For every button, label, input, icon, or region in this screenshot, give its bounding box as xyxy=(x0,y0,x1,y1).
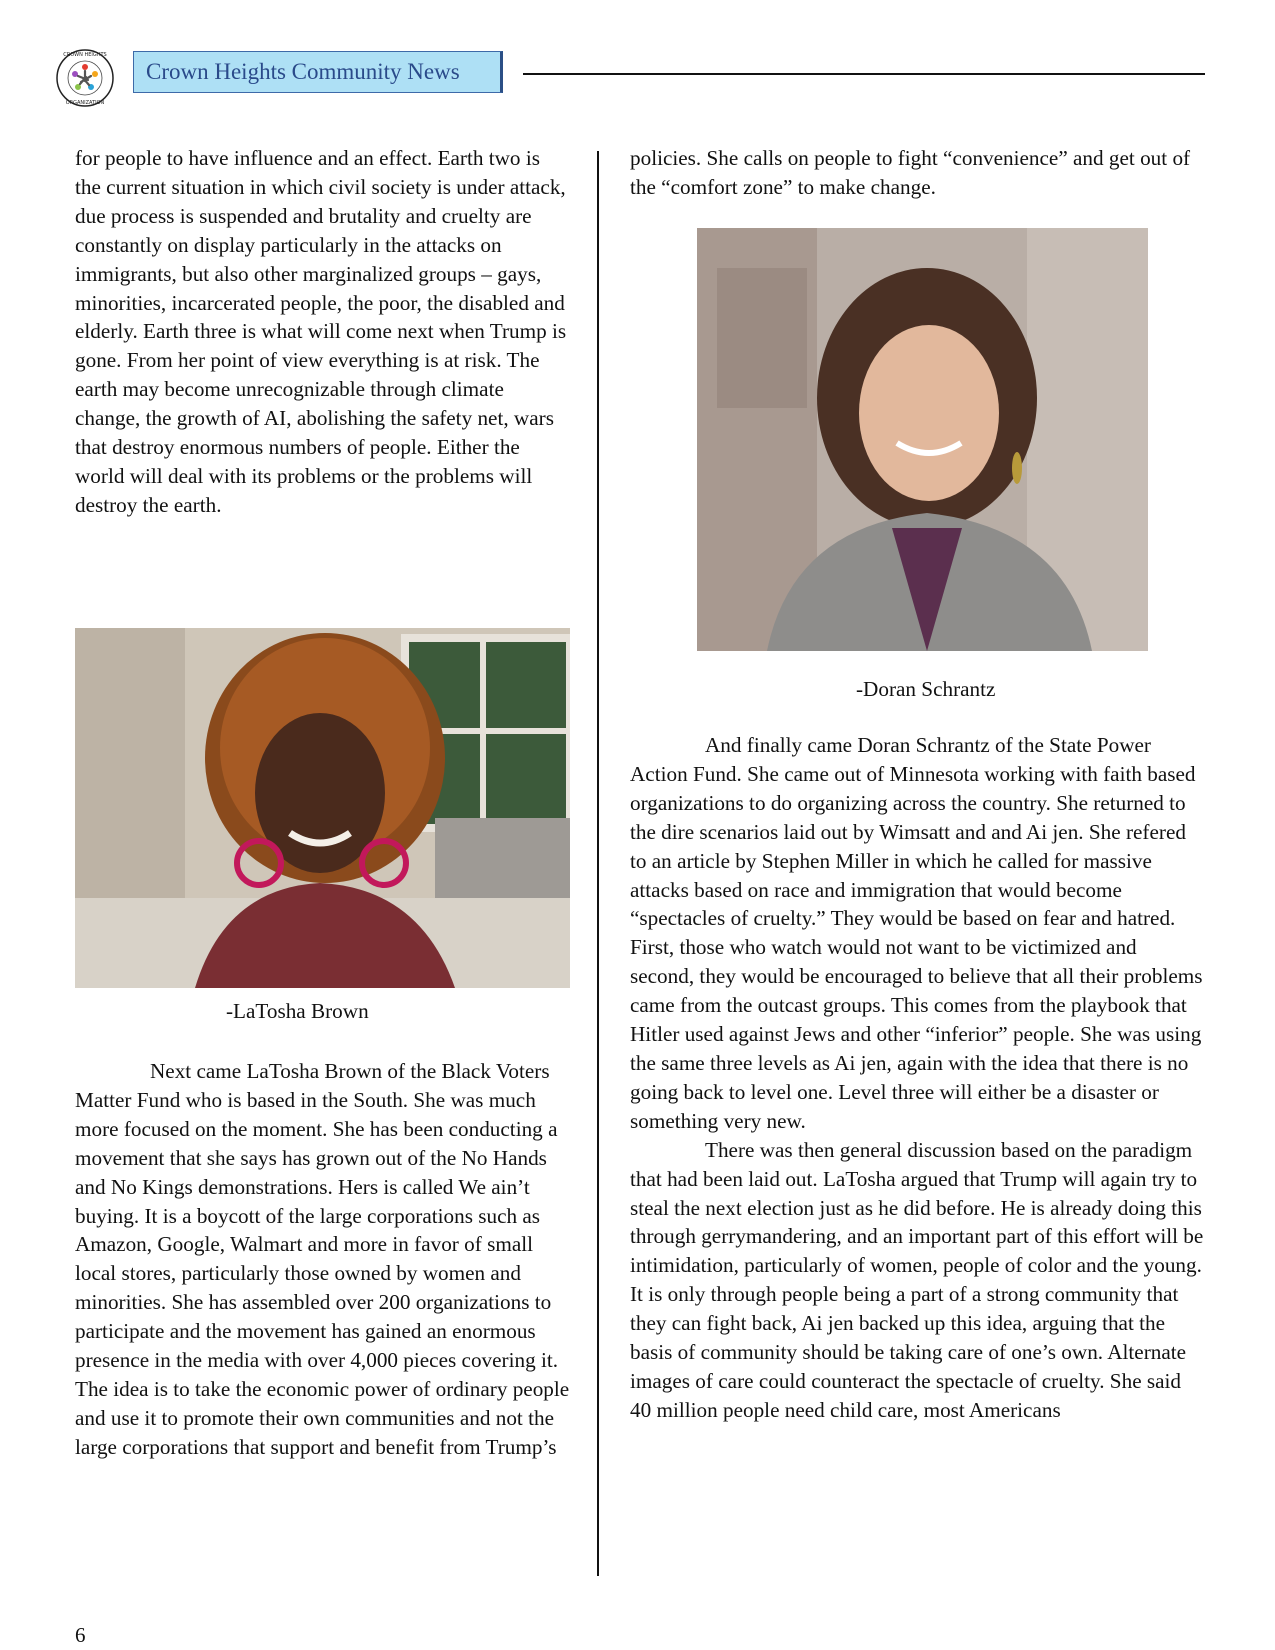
doran-schrantz-photo xyxy=(697,228,1148,651)
column-divider xyxy=(597,151,599,1576)
right-paragraph-2: And finally came Doran Schrantz of the State Power Action Fund. She came out of Minnesota working with faith based organizations to do organizing across the country. She returned to the dire scenarios laid out by Wimsatt and and Ai jen. She refered to an article by Stephen Miller in which he called for massive attacks based on race and immigration that would become “spectacles of cruelty.” They would be based on fear and hatred. First, those who watch would not want to be victimized and second, they would be encouraged to believe that all their problems came from the outcast groups. This comes from the playbook that Hitler used against Jews and other “inferior” people. She was using the same three levels as Ai jen, again with the idea that there is no going back to level one. Level three will either be a disaster or something very new. xyxy=(630,733,1203,1133)
right-column-lower xyxy=(630,731,1205,1425)
page-number: 6 xyxy=(75,1623,86,1647)
doran-schrantz-caption: -Doran Schrantz xyxy=(856,677,996,701)
right-paragraph-1: policies. She calls on people to fight “convenience” and get out of the “comfort zone” to make change. xyxy=(630,146,1191,199)
left-paragraph-2: Next came LaTosha Brown of the Black Voters Matter Fund who is based in the South. She was much more focused on the moment. She has been conducting a movement that she says has grown out of the No Hands and No Kings demonstrations. Hers is called We ain’t buying. It is a boycott of the large corporations such as Amazon, Google, Walmart and more in favor of small local stores, particularly those owned by women and minorities. She has assembled over 200 organizations to participate and the movement has gained an enormous presence in the media with over 4,000 pieces covering it. The idea is to take the economic power of ordinary people and use it to promote their own communities and not the large corporations that support and benefit from Trump’s xyxy=(75,1059,570,1459)
right-column xyxy=(630,144,1205,202)
svg-text:CROWN HEIGHTS: CROWN HEIGHTS xyxy=(63,52,107,58)
left-paragraph-1: for people to have influence and an effect. Earth two is the current situation in which civil society is under attack, due process is suspended and brutality and cruelty are constantly on display particularly in the attacks on immigrants, but also other marginalized groups – gays, minorities, incarcerated people, the poor, the disabled and elderly. Earth three is what will come next when Trump is gone. From her point of view everything is at risk. The earth may become unrecognizable through climate change, the growth of AI, abolishing the safety net, wars that destroy enormous numbers of people. Either the world will deal with its problems or the problems will destroy the earth. xyxy=(75,146,567,517)
header-rule xyxy=(523,73,1205,75)
community-organization-logo-icon xyxy=(55,48,115,108)
left-column xyxy=(75,144,570,520)
left-column-lower xyxy=(75,1057,570,1462)
masthead-box xyxy=(133,51,503,93)
svg-text:ORGANIZATION: ORGANIZATION xyxy=(65,100,105,106)
latosha-brown-photo xyxy=(75,628,570,988)
page-header xyxy=(55,45,1205,105)
latosha-brown-caption: -LaTosha Brown xyxy=(226,999,369,1023)
right-paragraph-3: There was then general discussion based on the paradigm that had been laid out. LaTosha argued that Trump will again try to steal the next election just as he did before. He is already doing this through gerrymandering, and an important part of this effort will be intimidation, particularly of women, people of color and the young. It is only through people being a part of a strong community that they can fight back, Ai jen backed up this idea, arguing that the basis of community should be taking care of one’s own. Alternate images of care could counteract the spectacle of cruelty. She said 40 million people need child care, most Americans xyxy=(630,1137,1204,1422)
masthead-title: Crown Heights Community News xyxy=(146,59,460,84)
